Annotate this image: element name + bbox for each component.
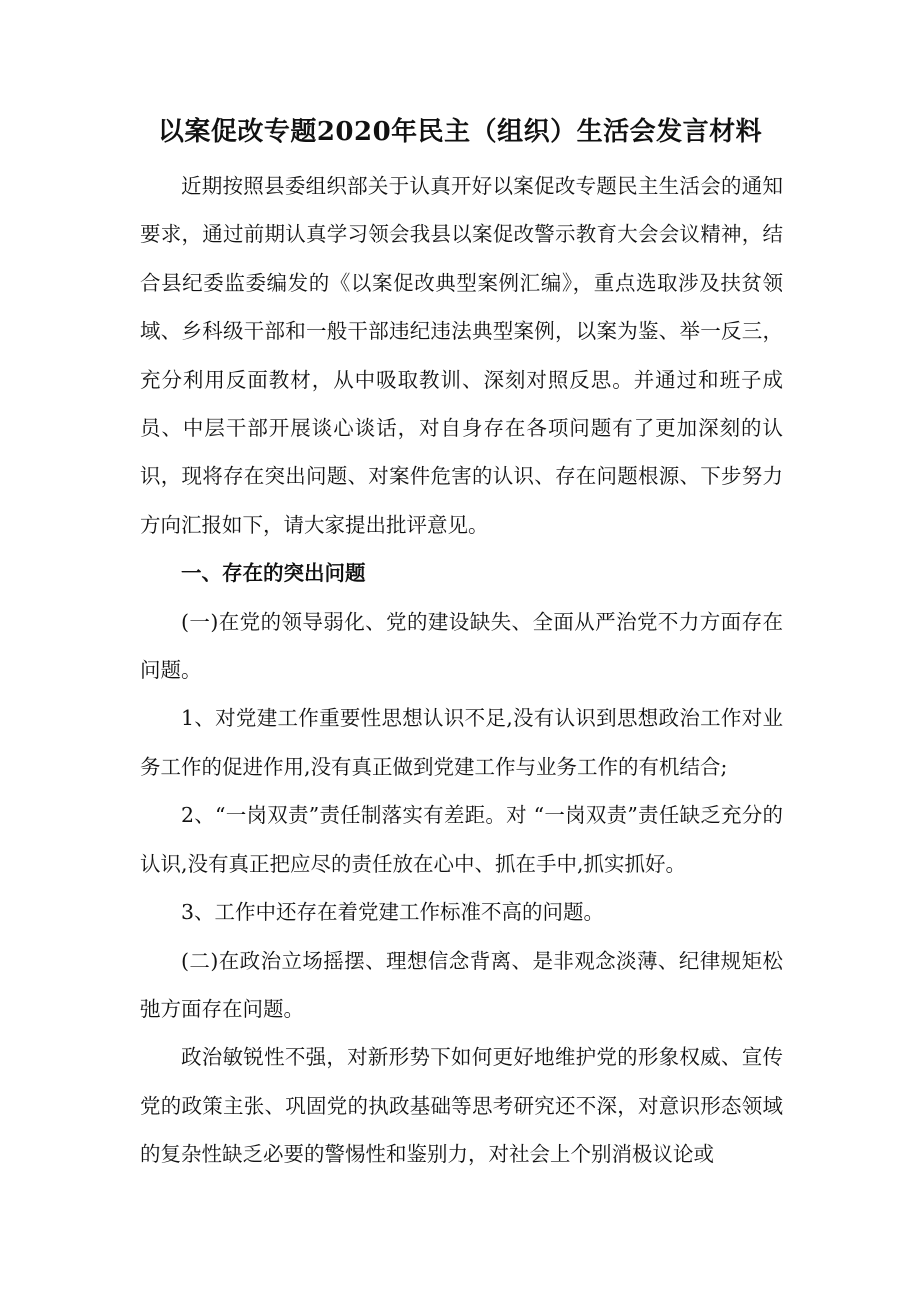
section-heading-1: 一、存在的突出问题 [181, 561, 366, 586]
body-paragraph: 政治敏锐性不强，对新形势下如何更好地维护党的形象权威、宣传党的政策主张、巩固党的执政基础等思考研究还不深，对意识形态领域的复杂性缺乏必要的警惕性和鉴别力，对社会上个别消极议论或 [140, 1045, 783, 1167]
list-item-2: 2、“一岗双责”责任制落实有差距。对 “一岗双责”责任缺乏充分的认识,没有真正把应尽的责任放在心中、抓在手中,抓实抓好。 [140, 803, 783, 876]
document-title: 以案促改专题2020年民主（组织）生活会发言材料 [157, 117, 763, 147]
subsection-heading-1: (一)在党的领导弱化、党的建设缺失、全面从严治党不力方面存在问题。 [140, 609, 783, 683]
document-body [140, 162, 783, 1179]
intro-paragraph: 近期按照县委组织部关于认真开好以案促改专题民主生活会的通知要求，通过前期认真学习领会我县以案促改警示教育大会会议精神，结合县纪委监委编发的《以案促改典型案例汇编》，重点选取涉及扶贫领域、乡科级干部和一般干部违纪违法典型案例，以案为鉴、举一反三，充分利用反面教材，从中吸取教训、深刻对照反思。并通过和班子成员、中层干部开展谈心谈话，对自身存在各项问题有了更加深刻的认识，现将存在突出问题、对案件危害的认识、存在问题根源、下步努力方向汇报如下，请大家提出批评意见。 [140, 174, 783, 537]
subsection-heading-2: (二)在政治立场摇摆、理想信念背离、是非观念淡薄、纪律规矩松弛方面存在问题。 [140, 948, 783, 1021]
list-item-3: 3、工作中还存在着党建工作标准不高的问题。 [181, 900, 605, 925]
list-item-1: 1、对党建工作重要性思想认识不足,没有认识到思想政治工作对业务工作的促进作用,没有真正做到党建工作与业务工作的有机结合; [140, 706, 783, 779]
